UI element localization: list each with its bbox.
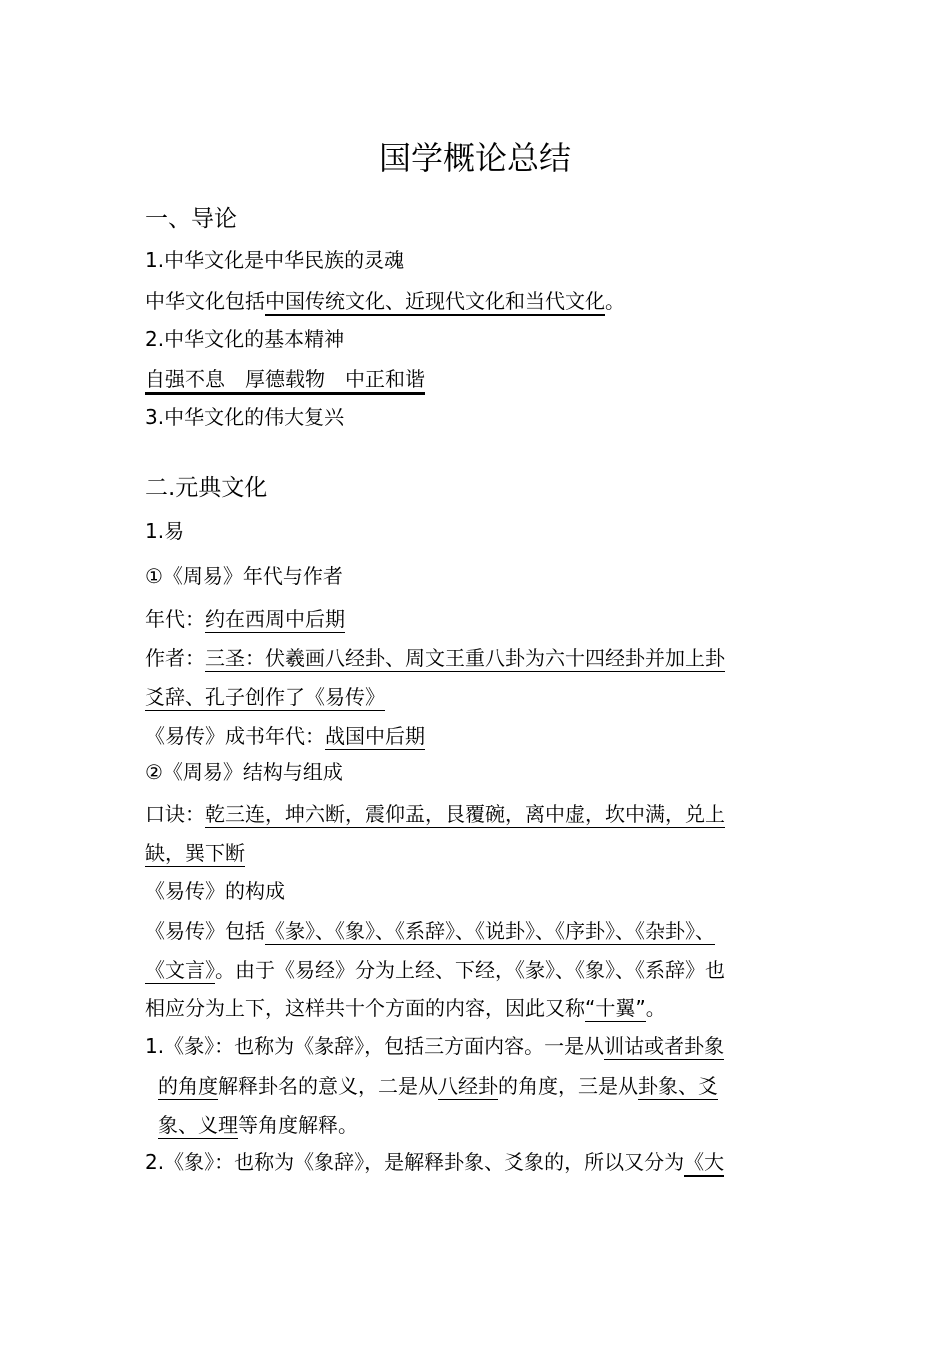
page-title: 国学概论总结 <box>378 139 571 177</box>
yizhuan-age-line <box>145 721 425 751</box>
section-heading-classics: 二.元典文化 <box>145 475 268 501</box>
text: 。由于《易经》分为上经、下经，《彖》、《象》、《系辞》也 <box>215 958 725 982</box>
text: 。 <box>645 996 666 1020</box>
item-1 <box>145 245 404 275</box>
composition-line-3 <box>145 993 666 1023</box>
basic-spirit-answer <box>145 364 425 394</box>
label: 《易传》成书年代： <box>145 724 325 748</box>
composition-line-1 <box>145 916 715 946</box>
composition-heading <box>145 876 285 906</box>
underlined-answer: 战国中后期 <box>325 724 425 748</box>
underlined-answer: 象、义理 <box>158 1113 238 1137</box>
underlined-answer: 八经卦 <box>438 1074 498 1098</box>
underlined-answer: 《彖》、《象》、《系辞》、《说卦》、《序卦》、《杂卦》、 <box>265 919 715 943</box>
composition-line-2 <box>145 955 725 985</box>
xiang-line-1 <box>145 1147 724 1177</box>
underlined-answer: “十翼” <box>585 996 646 1020</box>
mnemonic-line-1 <box>145 799 725 829</box>
underlined-answer: 中国传统文化、近现代文化和当代文化 <box>265 289 605 316</box>
question-text: ②《周易》结构与组成 <box>145 760 343 784</box>
author-line-2 <box>145 682 385 712</box>
text: 解释卦名的意义，二是从 <box>218 1074 438 1098</box>
underlined-answer: 的角度 <box>158 1074 218 1098</box>
question-1 <box>145 561 343 591</box>
item-2-text: 2.中华文化的基本精神 <box>145 327 345 351</box>
text: 的角度，三是从 <box>498 1074 638 1098</box>
label: 口诀： <box>145 802 205 826</box>
underlined-answer: 训诂或者卦象 <box>604 1034 725 1058</box>
subheading-yi <box>145 516 184 546</box>
text: 。 <box>605 289 625 313</box>
section-heading-intro: 一、导论 <box>145 206 237 232</box>
underlined-answer: 乾三连，坤六断，震仰盂，艮覆碗，离中虚，坎中满，兑上 <box>205 802 725 826</box>
question-text: ①《周易》年代与作者 <box>145 564 343 588</box>
paragraph-culture-includes <box>145 286 625 316</box>
heading-text: 《易传》的构成 <box>145 879 285 903</box>
tuan-line-3 <box>158 1110 358 1140</box>
tuan-line-1 <box>145 1031 724 1061</box>
mnemonic-line-2 <box>145 838 245 868</box>
label: 作者： <box>145 646 205 670</box>
question-2 <box>145 757 343 787</box>
underlined-answer: 爻辞、孔子创作了《易传》 <box>145 685 385 709</box>
underlined-answer: 自强不息 厚德载物 中正和谐 <box>145 367 425 395</box>
text: 1.《彖》：也称为《彖辞》，包括三方面内容。一是从 <box>145 1034 605 1058</box>
label: 年代： <box>145 607 205 631</box>
underlined-answer: 三圣：伏羲画八经卦、周文王重八卦为六十四经卦并加上卦 <box>205 646 725 670</box>
tuan-line-2 <box>158 1071 718 1101</box>
item-2 <box>145 324 344 354</box>
underlined-answer: 卦象、爻 <box>638 1074 718 1098</box>
text: 等角度解释。 <box>238 1113 358 1137</box>
subheading-text: 1.易 <box>145 519 185 543</box>
underlined-answer: 缺，巽下断 <box>145 841 245 865</box>
text: 《易传》包括 <box>145 919 265 943</box>
underlined-answer: 约在西周中后期 <box>205 607 345 631</box>
author-line-1 <box>145 643 725 673</box>
underlined-answer: 《大 <box>684 1150 724 1177</box>
item-3-text: 3.中华文化的伟大复兴 <box>145 405 345 429</box>
text: 相应分为上下，这样共十个方面的内容，因此又称 <box>145 996 585 1020</box>
underlined-answer: 《文言》 <box>145 958 215 982</box>
item-1-text: 1.中华文化是中华民族的灵魂 <box>145 248 405 272</box>
item-3 <box>145 402 344 432</box>
text: 中华文化包括 <box>145 289 265 313</box>
age-line <box>145 604 345 634</box>
text: 2.《象》：也称为《象辞》，是解释卦象、爻象的，所以又分为 <box>145 1150 685 1174</box>
